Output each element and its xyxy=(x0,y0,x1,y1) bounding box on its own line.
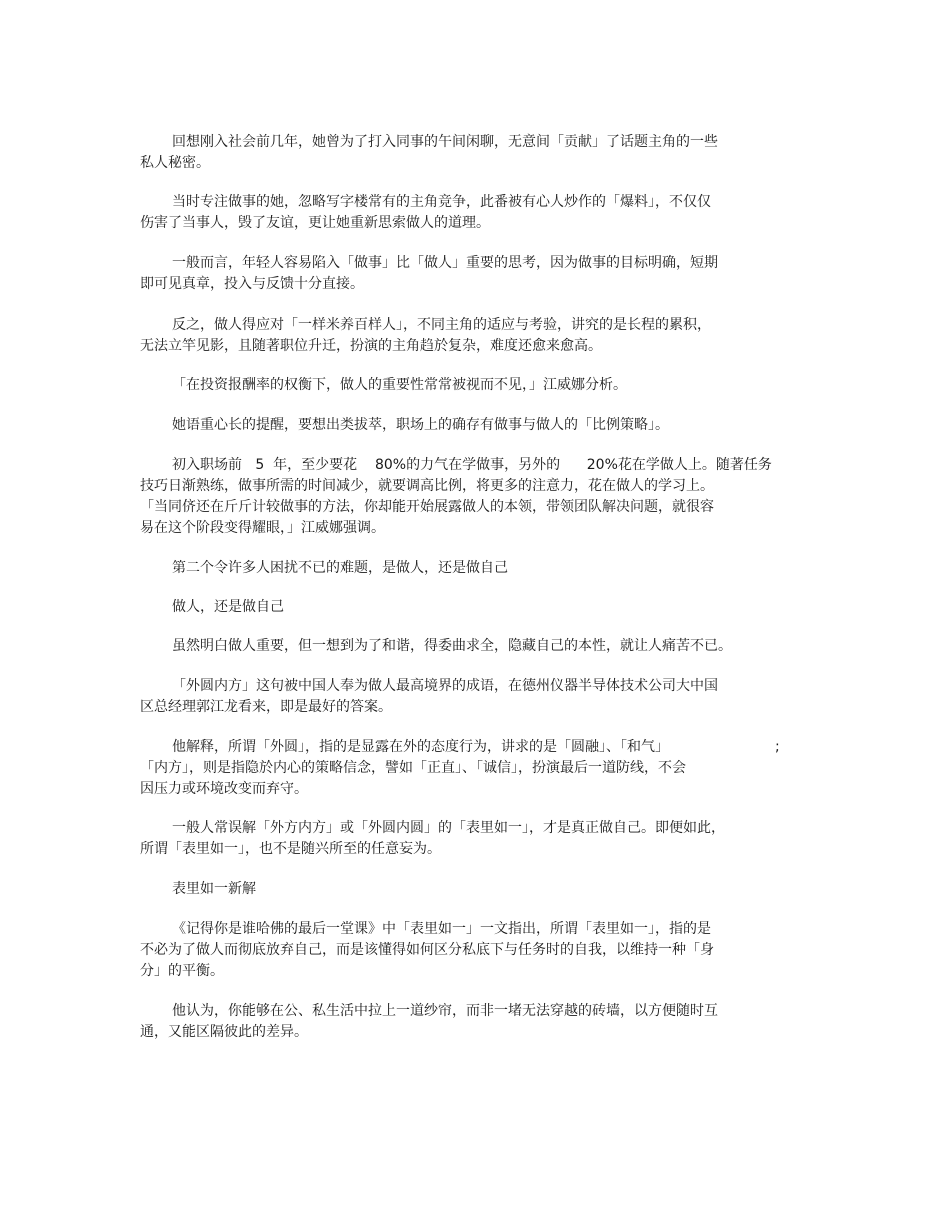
section-heading xyxy=(140,879,256,900)
text-line: 她语重心长的提醒，要想出类拔萃，职场上的确存有做事与做人的「比例策略」。 xyxy=(172,417,669,433)
text-line: 一般人常误解「外方内方」或「外圆内圆」的「表里如一」，才是真正做自己。即便如此， xyxy=(172,820,725,836)
text-line: 「当同侪还在斤斤计较做事的方法，你却能开始展露做人的本领，带领团队解决问题，就很容 xyxy=(140,499,714,515)
paragraph-6 xyxy=(140,415,669,436)
text-line: 「外圆内方」这句被中国人奉为做人最高境界的成语，在德州仪器半导体技术公司大中国 xyxy=(172,678,718,694)
text-line: 通，又能区隔彼此的差异。 xyxy=(140,1024,308,1040)
text-line: 《记得你是谁哈佛的最后一堂课》中「表里如一」一文指出，所谓「表里如一」，指的是 xyxy=(172,921,711,937)
section-heading xyxy=(140,597,284,618)
paragraph-12 xyxy=(140,737,686,800)
text-line: 分」的平衡。 xyxy=(140,963,224,979)
paragraph-10 xyxy=(140,636,732,657)
paragraph-15 xyxy=(140,919,714,982)
paragraph-13 xyxy=(140,818,725,860)
text-line: 区总经理郭江龙看来，即是最好的答案。 xyxy=(140,699,392,715)
text-line: 回想刚入社会前几年，她曾为了打入同事的午间闲聊，无意间「贡献」了话题主角的一些 xyxy=(172,134,718,150)
heading-text: 表里如一新解 xyxy=(172,881,256,897)
paragraph-8 xyxy=(140,558,508,579)
paragraph-7 xyxy=(140,455,772,539)
paragraph-16 xyxy=(140,1001,718,1043)
heading-text: 做人，还是做自己 xyxy=(172,599,284,615)
text-line: 伤害了当事人，毁了友谊，更让她重新思索做人的道理。 xyxy=(140,215,490,231)
paragraph-1 xyxy=(140,132,718,174)
paragraph-4 xyxy=(140,315,711,357)
paragraph-2 xyxy=(140,192,711,234)
text-line: 技巧日渐熟练，做事所需的时间减少，就要调高比例，将更多的注意力，花在做人的学习上。 xyxy=(140,478,714,494)
text-line: 私人秘密。 xyxy=(140,155,210,171)
paragraph-11 xyxy=(140,676,718,718)
text-line: 他认为，你能够在公、私生活中拉上一道纱帘，而非一堵无法穿越的砖墙，以方便随时互 xyxy=(172,1003,718,1019)
text-line: 他解释，所谓「外圆」，指的是显露在外的态度行为，讲求的是「圆融」、「和气」 xyxy=(172,739,669,755)
text-line: 一般而言，年轻人容易陷入「做事」比「做人」重要的思考，因为做事的目标明确，短期 xyxy=(172,255,718,271)
text-line: 「内方」，则是指隐於内心的策略信念，譬如「正直」、「诚信」，扮演最后一道防线，不会 xyxy=(140,760,686,776)
text-line: 「在投资报酬率的权衡下，做人的重要性常常被视而不见，」江威娜分析。 xyxy=(172,377,627,393)
text-line: 因压力或环境改变而弃守。 xyxy=(140,781,308,797)
text-line: 无法立竿见影，且随著职位升迁，扮演的主角趋於复杂，难度还愈来愈高。 xyxy=(140,338,602,354)
text-line: 不必为了做人而彻底放弃自己，而是该懂得如何区分私底下与任务时的自我，以维持一种「身 xyxy=(140,942,714,958)
stray-semicolon: ; xyxy=(775,739,780,755)
text-line: 即可见真章，投入与反馈十分直接。 xyxy=(140,276,364,292)
text-line: 易在这个阶段变得耀眼，」江威娜强调。 xyxy=(140,520,385,536)
text-line: 所谓「表里如一」，也不是随兴所至的任意妄为。 xyxy=(140,841,441,857)
text-line: 虽然明白做人重要，但一想到为了和谐，得委曲求全，隐藏自己的本性，就让人痛苦不已。 xyxy=(172,638,732,654)
paragraph-5 xyxy=(140,375,627,396)
text-line: 初入职场前 5 年，至少要花 80%的力气在学做事，另外的 20%花在学做人上。随著任务 xyxy=(172,457,772,473)
paragraph-3 xyxy=(140,253,718,295)
text-line: 反之，做人得应对「一样米养百样人」，不同主角的适应与考验，讲究的是长程的累积， xyxy=(172,317,711,333)
text-line: 当时专注做事的她，忽略写字楼常有的主角竞争，此番被有心人炒作的「爆料」，不仅仅 xyxy=(172,194,711,210)
text-line: 第二个令许多人困扰不已的难题，是做人，还是做自己 xyxy=(172,560,508,576)
